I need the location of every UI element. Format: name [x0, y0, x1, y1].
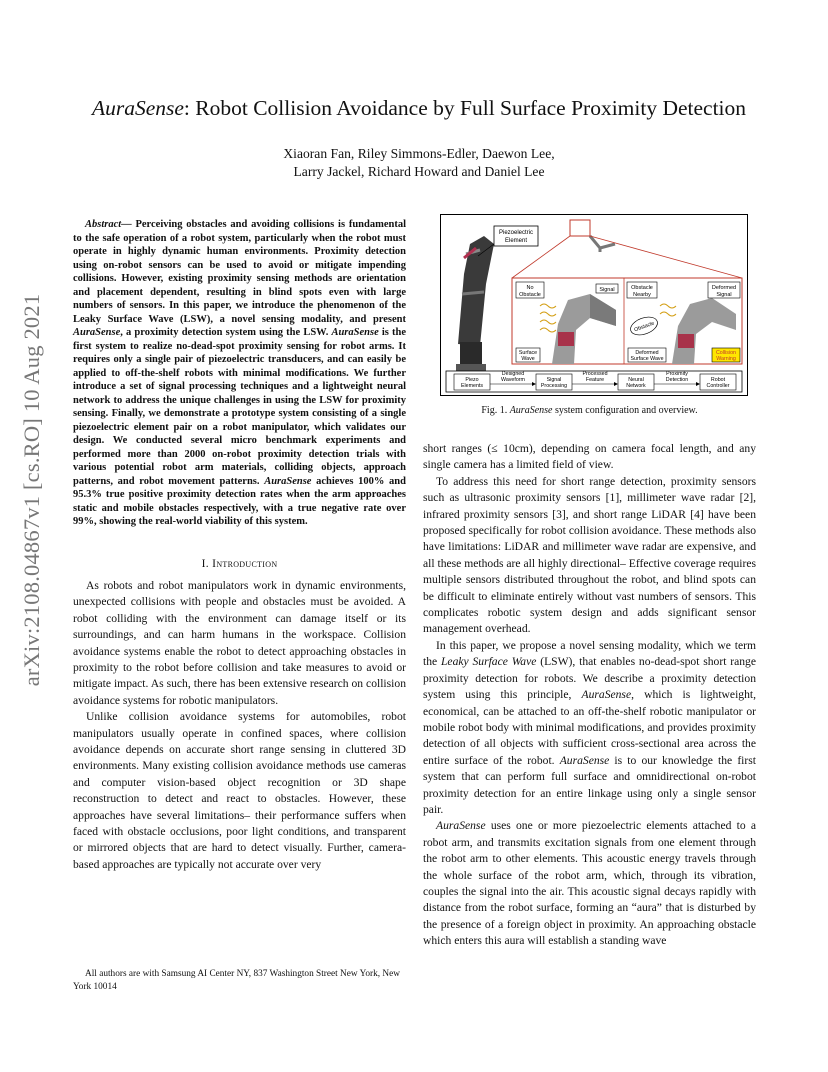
deformed-surface-wave-label-1: Deformed	[635, 350, 659, 356]
abstract-label: Abstract	[85, 219, 122, 230]
abstract-text-3: is the first system to realize no-dead-spot proximity sensing for robot arms. It requires only a single pair of piezoelectric transducers, and can easily be applied to off-the-shelf robots with minimal modifications. We further introduce a set of signal processing techniques and a lightweight neural network to address the unique challenges in using the LSW for proximity sensing. Finally, we demonstrate a prototype system consisting of a single piezoelectric element pair on a robot manipulator, which validates our design. We conducted several micro benchmark experiments and performed more than 2000 on-robot proximity detection trials with various potential robot arm materials, colliding objects, approach patterns, and robot movement patterns.	[73, 327, 407, 487]
flow-arrow-label: Detection	[665, 377, 689, 383]
flow-box-label: Signal	[546, 377, 562, 383]
arxiv-id: arXiv:2108.04867v1 [cs.RO] 10 Aug 2021	[19, 293, 44, 687]
flow-arrow-label: Proximity	[666, 371, 688, 377]
text-run: uses one or more piezoelectric elements attached to a robot arm, and transmits excitation signals from one element through the robot arm to other elements. This acoustic energy travels through the whole surface of the robot arm, which, through its vibration, couples the signal into the air. This acoustic signal decays rapidly with distance from the robot surface, forming an “aura” that is disturbed by the presence of a foreign object in proximity. An approaching obstacle which enters this aura will establish a standing wave	[423, 819, 756, 948]
flow-box-label: Neural	[628, 377, 644, 383]
author-line-1: Xiaoran Fan, Riley Simmons-Edler, Daewon Lee,	[283, 146, 555, 161]
text-em: AuraSense	[436, 819, 486, 833]
deformed-signal-label-2: Signal	[716, 292, 732, 298]
flow-box-label: Elements	[460, 383, 484, 389]
signal-label: Signal	[599, 287, 615, 293]
author-line-2: Larry Jackel, Richard Howard and Daniel Lee	[293, 164, 545, 179]
left-column	[73, 218, 406, 873]
paragraph: Unlike collision avoidance systems for automobiles, robot manipulators usually operate in confined spaces, where collision avoidance depends on accurate short range sensing in cluttered 3D environments. Many existing collision avoidance methods use cameras and computer vision-based object recognition or 3D shape reconstruction to detect and react to obstacles. However, these approaches have several limitations– their performance suffers when faced with obstacle occlusions, poor light conditions, and transparent or mirrored objects that are hard to detect visually. Further, camera-based approaches are typically not accurate over very	[73, 710, 406, 871]
piezo-label-2: Element	[504, 238, 528, 244]
flow-box-label: Processing	[540, 383, 568, 389]
abstract-text-1: Perceiving obstacles and avoiding collisions is fundamental to the safe operation of a robot system, particularly when the robot must operate in highly dynamic human environments. Proximity detection using on-robot sensors can be used to avoid or mitigate impending collisions. However, existing proximity sensing methods are orientation and placement dependent, resulting in blind spots even with large numbers of sensors. In this paper, we introduce the phenomenon of the Leaky Surface Wave (LSW), a novel sensing modality, and present	[73, 219, 406, 325]
abstract-em-2: AuraSense	[331, 327, 379, 338]
text-run: (LSW), that enables no-dead-spot short range proximity detection for robots. We describe a proximity detection system using this principle,	[423, 655, 757, 702]
paper-title	[60, 96, 778, 121]
flow-box-label: Network	[626, 383, 646, 389]
obstacle-label: Obstacle	[633, 320, 656, 334]
no-obstacle-label-2: Obstacle	[519, 292, 541, 298]
surface-wave-label-1: Surface	[518, 350, 538, 356]
caption-em: AuraSense	[509, 405, 553, 416]
flow-box-label: Robot	[710, 377, 726, 383]
flow-arrow-label: Feature	[585, 377, 605, 383]
no-obstacle-label-1: No	[526, 285, 534, 291]
text-em: AuraSense	[581, 688, 632, 702]
flow-arrow-label: Processed	[582, 371, 608, 377]
piezo-label-1: Piezoelectric	[498, 230, 534, 236]
paragraph: To address this need for short range detection, proximity sensors such as ultrasonic proximity sensors [1], millimeter wave radar [2], infrared proximity sensors [3], and short range LiDAR [4] have been proposed specifically for robot collision avoidance. These methods also have limitations: LiDAR and millimeter wave radar are expensive, and all these methods are all highly directional– Effective coverage requires multiple sensors distributed throughout the robot, and blind spots can be difficult to eliminate entirely without vast numbers of sensors. This complicates robotic system design and adds significant sensor management overhead.	[423, 474, 756, 636]
paragraph: As robots and robot manipulators work in dynamic environments, unexpected collisions with people and obstacles must be avoided. A robot colliding with the environment can damage itself or its surroundings, and can harm humans in the workspace. Collision avoidance systems enable the robot to detect approaching obstacles in proximity to the robot before collision and take measures to avoid or mitigate impact. As such, there has been extensive research on collision avoidance systems for robotic manipulators.	[73, 578, 406, 707]
figure-caption	[423, 405, 756, 416]
right-column	[423, 441, 756, 950]
paragraph	[423, 818, 756, 949]
caption-rest: system configuration and overview.	[552, 405, 698, 416]
caption-prefix: Fig. 1.	[481, 405, 510, 416]
flow-arrow-label: Waveform	[501, 377, 525, 383]
abstract-text-2: , a proximity detection system using the LSW.	[120, 327, 332, 338]
text-run: , which is lightweight, economical, can be attached to an off-the-shelf robotic manipulator or mobile robot body with minimal modifications, and provides proximity detection of all objects with sufficient cross-sectional area across the entire surface of the robot.	[423, 688, 756, 767]
section-heading-introduction	[73, 556, 406, 572]
abstract-text-4: achieves 100% and 95.3% true positive proximity detection rates when the arm approaches static and mobile obstacles respectively, with a true negative rate over 99%, showing the real-world viability of this system.	[73, 475, 406, 527]
paragraph	[423, 638, 756, 818]
title-rest: : Robot Collision Avoidance by Full Surface Proximity Detection	[183, 96, 747, 120]
text-run: In this paper, we propose a novel sensing modality, which we term the	[423, 638, 756, 669]
abstract	[73, 218, 406, 529]
figure-1	[440, 214, 748, 396]
deformed-signal-label-1: Deformed	[711, 285, 737, 291]
arxiv-sidebar	[19, 280, 44, 700]
deformed-surface-wave-label-2: Surface Wave	[630, 356, 664, 362]
flow-box-label: Piezo	[465, 377, 479, 383]
flow-arrow-label: Designed	[501, 371, 525, 377]
surface-wave-label-2: Wave	[521, 356, 535, 362]
text-em: AuraSense	[559, 753, 610, 767]
flow-box-label: Controller	[706, 383, 730, 389]
abstract-dash: —	[121, 219, 136, 230]
section-number: I.	[201, 556, 213, 570]
collision-warning-label-2: Warning	[716, 356, 736, 362]
text-run: is to our knowledge the first system that can perform full surface and omnidirectional on-robot proximity detection for an entire linkage using only a single sensor pair.	[423, 753, 756, 816]
author-list	[60, 145, 778, 181]
obstacle-nearby-label-1: Obstacle	[631, 285, 653, 291]
title-system-name: AuraSense	[91, 96, 184, 120]
paragraph: short ranges (≤ 10cm), depending on camera focal length, and any single camera has a limited field of view.	[423, 442, 756, 472]
section-title: Introduction	[212, 556, 278, 570]
footnote: All authors are with Samsung AI Center NY, 837 Washington Street New York, New York 10014	[73, 969, 400, 992]
abstract-em-3: AuraSense	[264, 475, 312, 487]
text-em: Leaky Surface Wave	[440, 655, 537, 669]
obstacle-nearby-label-2: Nearby	[633, 292, 651, 298]
abstract-em-1: AuraSense	[73, 327, 121, 338]
collision-warning-label-1: Collision	[715, 350, 737, 356]
